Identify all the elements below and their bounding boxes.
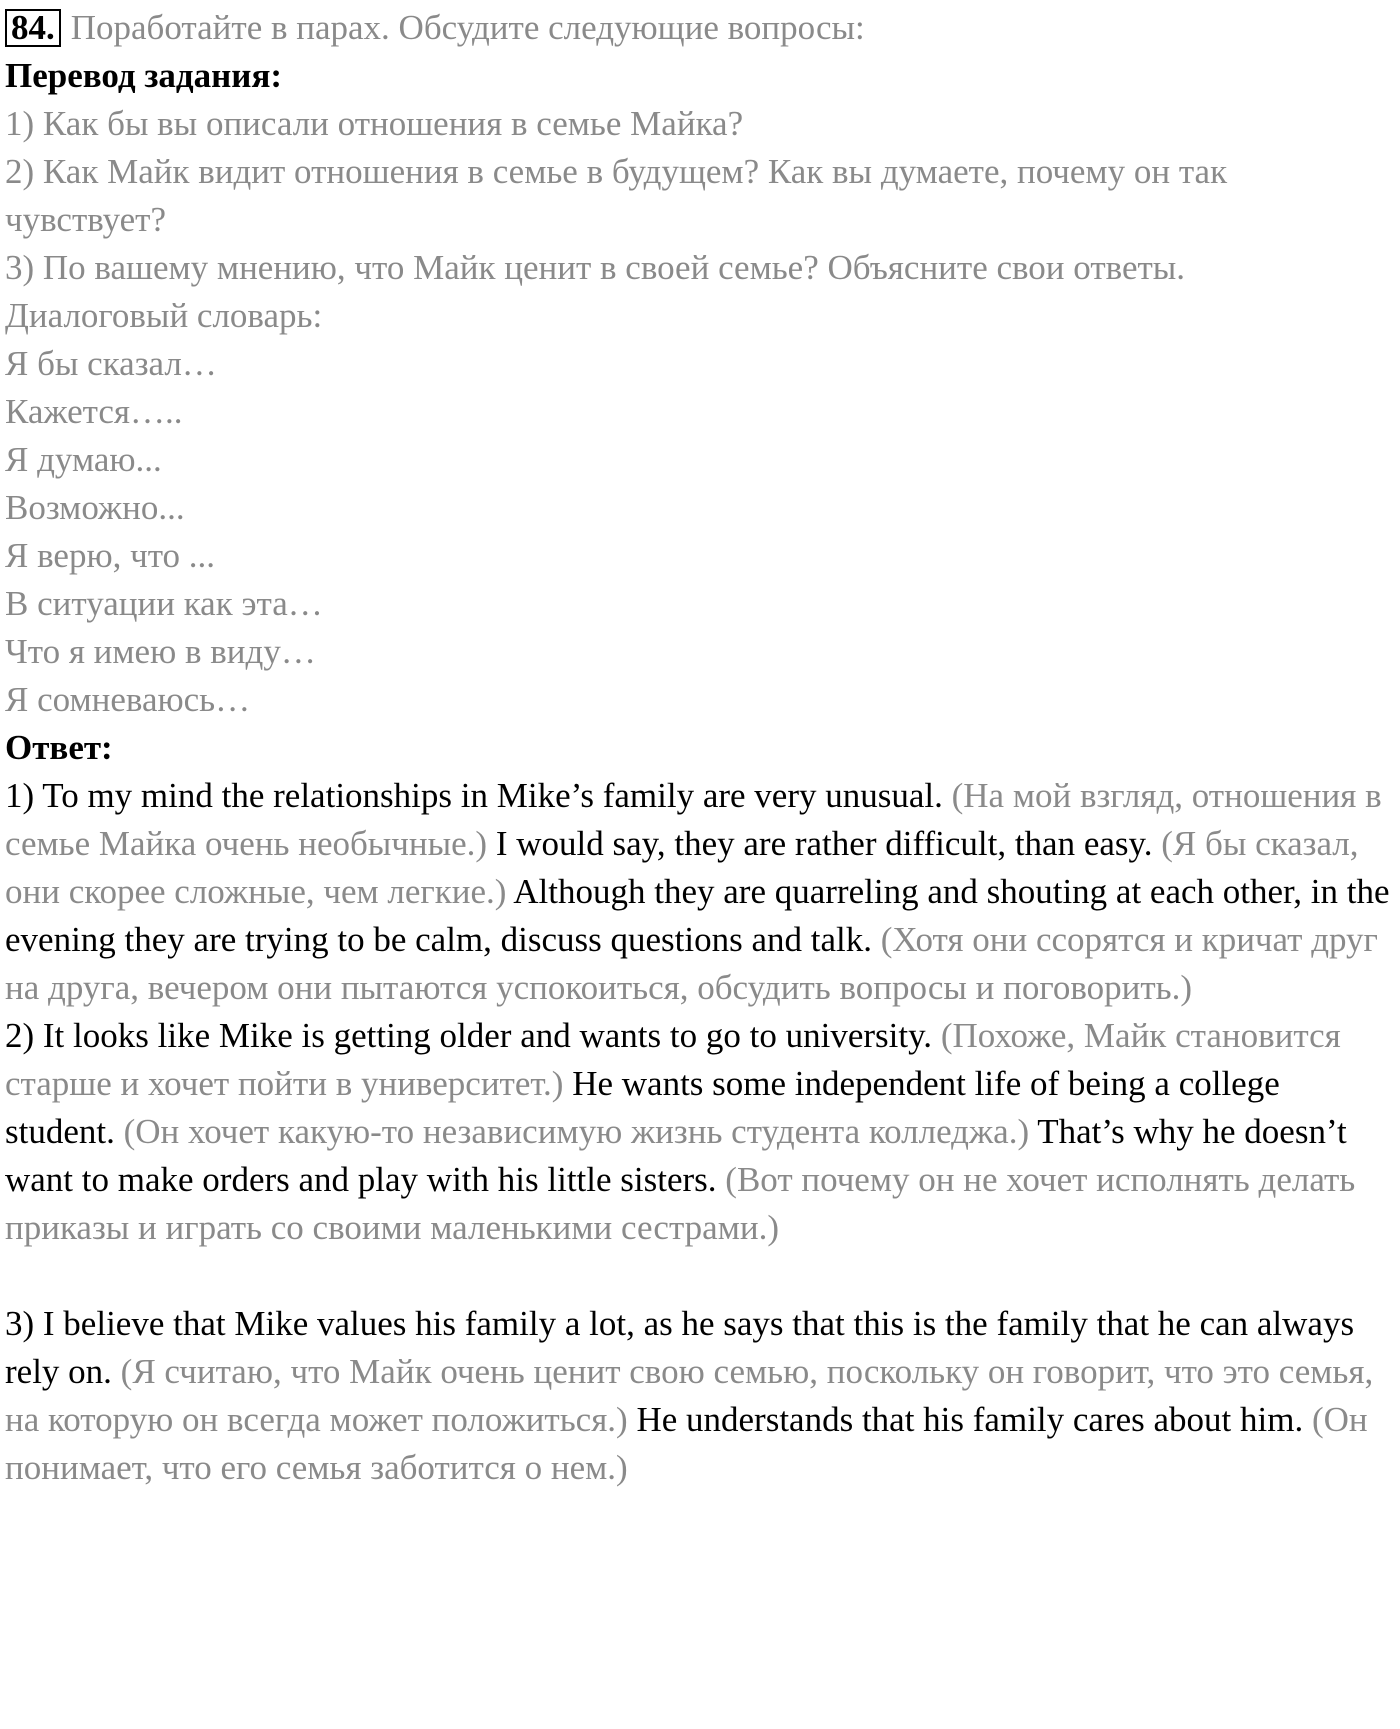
- answer-1-russian: (На мой взгляд, отношения в семье Майка очень необычные.): [5, 776, 1382, 863]
- vocabulary-item: Я верю, что ...: [5, 536, 216, 575]
- vocabulary-item: Я сомневаюсь…: [5, 680, 251, 719]
- answer-paragraph-3: [5, 1300, 1395, 1492]
- answer-2-russian: (Похоже, Майк становится старше и хочет пойти в университет.): [5, 1016, 1341, 1103]
- vocabulary-title: Диалоговый словарь:: [5, 296, 323, 335]
- answer-heading: Ответ:: [5, 728, 113, 767]
- vocabulary-item: Я думаю...: [5, 440, 162, 479]
- answer-1-english: Although they are quarreling and shouting at each other, in the evening they are trying to be calm, discuss questions and talk.: [5, 872, 1390, 959]
- translation-question-1: 1) Как бы вы описали отношения в семье Майка?: [5, 104, 744, 143]
- answer-3-russian: (Он понимает, что его семья заботится о нем.): [5, 1400, 1368, 1487]
- answer-2-english: That’s why he doesn’t want to make orders and play with his little sisters.: [5, 1112, 1347, 1199]
- vocabulary-item: Кажется…..: [5, 392, 183, 431]
- answer-1-russian: (Я бы сказал, они скорее сложные, чем легкие.): [5, 824, 1359, 911]
- exercise-instruction: Поработайте в парах. Обсудите следующие вопросы:: [70, 8, 865, 47]
- answer-1-russian: (Хотя они ссорятся и кричат друг на друга, вечером они пытаются успокоиться, обсудить вопросы и поговорить.): [5, 920, 1378, 1007]
- exercise-number: 84.: [5, 9, 61, 47]
- vocabulary-item: Возможно...: [5, 488, 185, 527]
- answer-1-english: I would say, they are rather difficult, than easy.: [495, 824, 1153, 863]
- answer-2-russian: (Вот почему он не хочет исполнять делать приказы и играть со своими маленькими сестрами.): [5, 1160, 1356, 1247]
- answer-1-english: 1) To my mind the relationships in Mike’s family are very unusual.: [5, 776, 943, 815]
- document-page: [5, 4, 1395, 1492]
- paragraph-spacer: [5, 1252, 1395, 1300]
- translation-question-2: 2) Как Майк видит отношения в семье в будущем? Как вы думаете, почему он так чувствует?: [5, 152, 1228, 239]
- exercise-header: [5, 4, 1395, 52]
- answer-paragraph-1: [5, 772, 1395, 1012]
- answer-3-english: 3) I believe that Mike values his family a lot, as he says that this is the family that he can always rely on.: [5, 1304, 1355, 1391]
- vocabulary-item: Что я имею в виду…: [5, 632, 316, 671]
- vocabulary-item: В ситуации как эта…: [5, 584, 323, 623]
- translation-heading: Перевод задания:: [5, 56, 283, 95]
- answer-paragraph-2: [5, 1012, 1395, 1252]
- vocabulary-item: Я бы сказал…: [5, 344, 217, 383]
- answer-3-russian: (Я считаю, что Майк очень ценит свою семью, поскольку он говорит, что это семья, на которую он всегда может положиться.): [5, 1352, 1374, 1439]
- answer-2-english: He wants some independent life of being a college student.: [5, 1064, 1280, 1151]
- answer-2-english: 2) It looks like Mike is getting older and wants to go to university.: [5, 1016, 933, 1055]
- answer-2-russian: (Он хочет какую-то независимую жизнь студента колледжа.): [123, 1112, 1030, 1151]
- answer-3-english: He understands that his family cares about him.: [636, 1400, 1304, 1439]
- translation-question-3: 3) По вашему мнению, что Майк ценит в своей семье? Объясните свои ответы.: [5, 248, 1186, 287]
